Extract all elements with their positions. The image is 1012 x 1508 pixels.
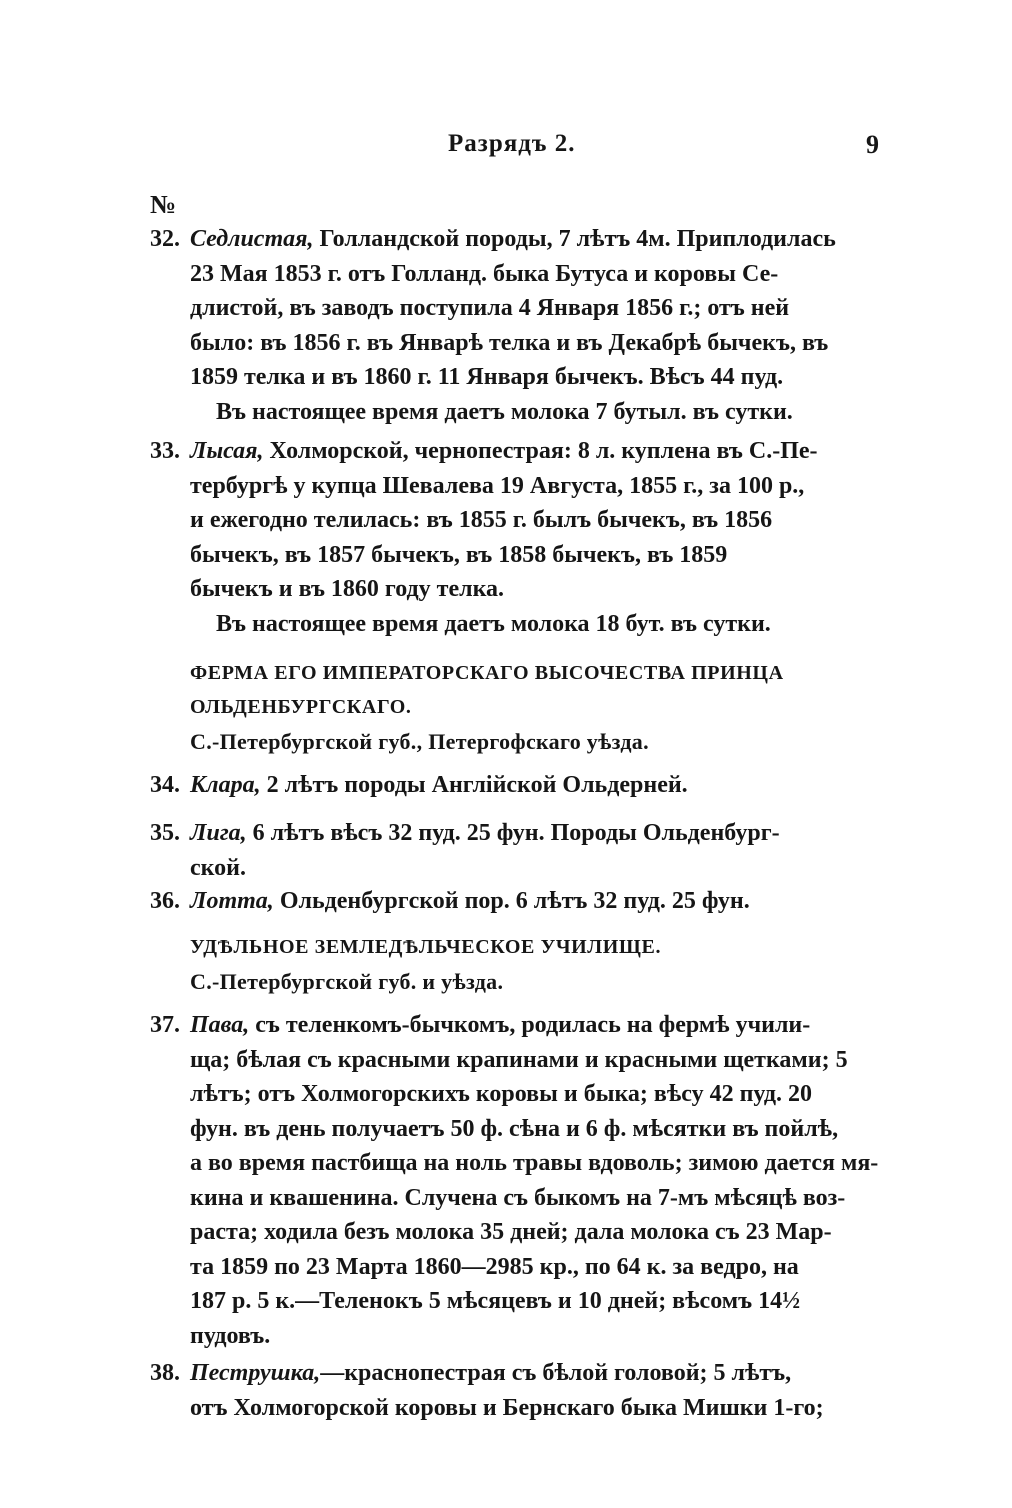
running-title: Разрядъ 2. bbox=[448, 130, 576, 157]
entry-name: Пеструшка, bbox=[190, 1360, 321, 1386]
entry-name: Седлистая, bbox=[190, 226, 314, 252]
entry-number: 33. bbox=[150, 438, 180, 464]
page-number: 9 bbox=[866, 130, 879, 159]
entry-37 bbox=[150, 1008, 882, 1353]
entry-name: Лотта, bbox=[190, 888, 274, 914]
entry-name: Лига, bbox=[190, 820, 247, 846]
entry-line: и ежегодно телилась: въ 1855 г. былъ бычекъ, въ 1856 bbox=[190, 507, 773, 533]
entry-name: Лысая, bbox=[190, 438, 264, 464]
entry-line: бычекъ, въ 1857 бычекъ, въ 1858 бычекъ, въ 1859 bbox=[190, 541, 728, 568]
section-heading-ferma bbox=[190, 656, 882, 760]
entry-line: лѣтъ; отъ Холмогорскихъ коровы и быка; вѣсу 42 пуд. 20 bbox=[190, 1081, 813, 1107]
entry-line: Голландской породы, 7 лѣтъ 4м. Приплодилась bbox=[313, 226, 836, 252]
entry-line: отъ Холмогорской коровы и Бернскаго быка Мишки 1-го; bbox=[190, 1394, 824, 1421]
entry-name: Клара, bbox=[190, 772, 261, 798]
entry-number: 34. bbox=[150, 772, 180, 798]
section-title: УДѢЛЬНОЕ ЗЕМЛЕДѢЛЬЧЕСКОЕ УЧИЛИЩЕ. bbox=[190, 936, 662, 958]
entry-number: 36. bbox=[150, 888, 180, 914]
entry-33 bbox=[150, 434, 882, 641]
running-head bbox=[0, 130, 1012, 170]
entry-line: Холморской, чернопестрая: 8 л. куплена въ С.-Пе- bbox=[263, 438, 818, 464]
entry-number: 32. bbox=[150, 226, 180, 252]
entry-line: 23 Мая 1853 г. отъ Голланд. быка Бутуса и коровы Се- bbox=[190, 260, 779, 287]
entry-line: тербургѣ у купца Шевалева 19 Августа, 1855 г., за 100 р., bbox=[190, 472, 805, 499]
entry-line: ской. bbox=[190, 854, 246, 881]
entry-number: 35. bbox=[150, 820, 180, 846]
entry-number: 37. bbox=[150, 1012, 180, 1038]
section-title: ФЕРМА ЕГО ИМПЕРАТОРСКАГО ВЫСОЧЕСТВА ПРИНЦА bbox=[190, 662, 784, 684]
numero-sign: № bbox=[150, 190, 177, 219]
entry-line: ща; бѣлая съ красными крапинами и красными щетками; 5 bbox=[190, 1046, 848, 1073]
section-subtitle: С.-Петербургской губ. и уѣзда. bbox=[190, 969, 504, 994]
entry-32 bbox=[150, 222, 882, 429]
entry-number: 38. bbox=[150, 1360, 180, 1386]
entry-note: Въ настоящее время даетъ молока 7 бутыл. въ сутки. bbox=[216, 398, 793, 425]
section-heading-uchilishche bbox=[190, 930, 882, 1000]
entry-line: съ теленкомъ-бычкомъ, родилась на фермѣ учили- bbox=[249, 1012, 811, 1038]
entry-38 bbox=[150, 1356, 882, 1425]
entry-line: пудовъ. bbox=[190, 1322, 271, 1349]
entry-line: 2 лѣтъ породы Англійской Ольдерней. bbox=[260, 772, 688, 798]
section-subtitle: С.-Петербургской губ., Петергофскаго уѣзда. bbox=[190, 729, 649, 754]
entry-36 bbox=[150, 884, 882, 919]
entry-line: а во время пастбища на ноль травы вдоволь; зимою дается мя- bbox=[190, 1150, 879, 1176]
entry-line: 1859 телка и въ 1860 г. 11 Января бычекъ. Вѣсъ 44 пуд. bbox=[190, 364, 784, 390]
entry-line: та 1859 по 23 Марта 1860—2985 кр., по 64 к. за ведро, на bbox=[190, 1253, 799, 1280]
entry-line: бычекъ и въ 1860 году телка. bbox=[190, 576, 505, 602]
entry-name: Пава, bbox=[190, 1012, 250, 1038]
entry-line: длистой, въ заводъ поступила 4 Января 1856 г.; отъ ней bbox=[190, 295, 790, 321]
entry-line: раста; ходила безъ молока 35 дней; дала молока съ 23 Мар- bbox=[190, 1219, 832, 1245]
entry-note: Въ настоящее время даетъ молока 18 бут. въ сутки. bbox=[216, 610, 771, 637]
entry-line: —краснопестрая съ бѣлой головой; 5 лѣтъ, bbox=[320, 1360, 792, 1386]
entry-line: фун. въ день получаетъ 50 ф. сѣна и 6 ф. мѣсятки въ пойлѣ, bbox=[190, 1115, 839, 1142]
entry-35 bbox=[150, 816, 882, 885]
entry-line: 6 лѣтъ вѣсъ 32 пуд. 25 фун. Породы Ольденбург- bbox=[246, 820, 780, 846]
section-title: ОЛЬДЕНБУРГСКАГО. bbox=[190, 696, 412, 718]
entry-line: Ольденбургской пор. 6 лѣтъ 32 пуд. 25 фун. bbox=[273, 888, 750, 914]
entry-line: 187 р. 5 к.—Теленокъ 5 мѣсяцевъ и 10 дней; вѣсомъ 14½ bbox=[190, 1288, 801, 1314]
entry-line: кина и квашенина. Случена съ быкомъ на 7-мъ мѣсяцѣ воз- bbox=[190, 1184, 846, 1211]
entry-34 bbox=[150, 768, 882, 803]
entry-line: было: въ 1856 г. въ Январѣ телка и въ Декабрѣ бычекъ, въ bbox=[190, 329, 829, 356]
